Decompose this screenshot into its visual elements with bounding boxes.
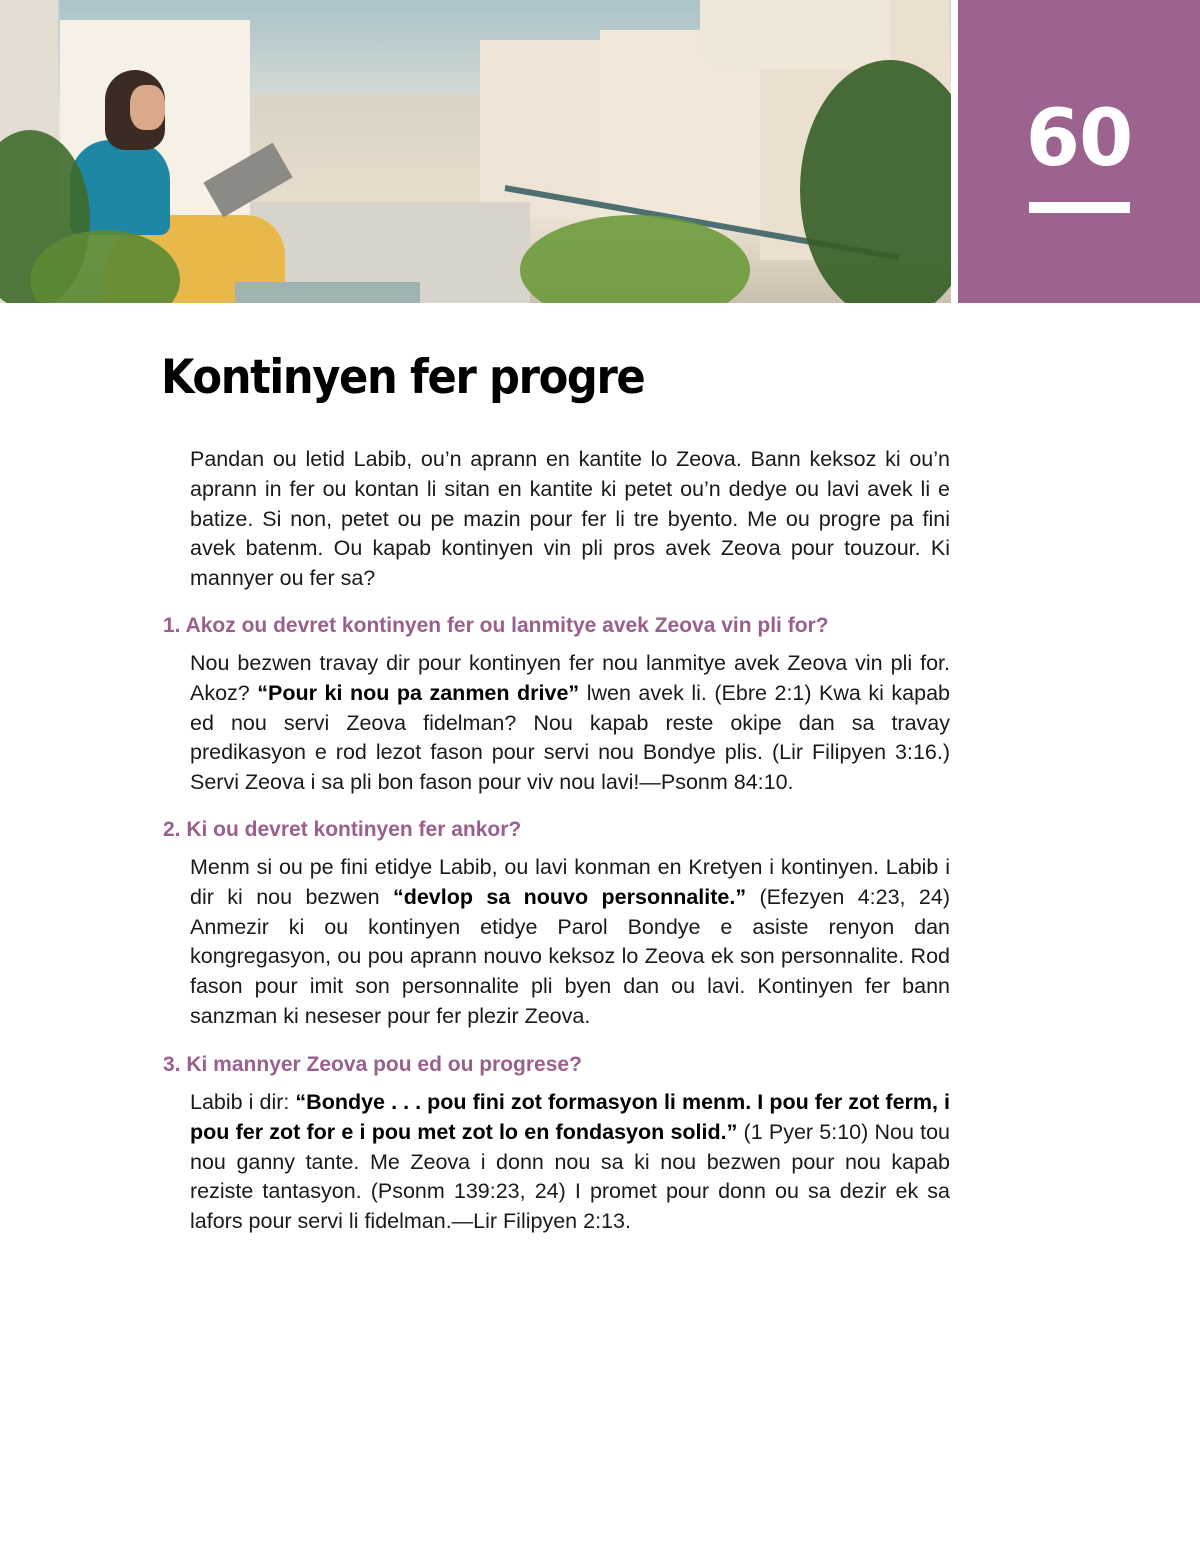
woman-face	[130, 85, 165, 130]
answer-3: Labib i dir: “Bondye . . . pou fini zot formasyon li menm. I pou fer zot ferm, i pou fer zot for e i pou met zot lo en fondasyon solid.” (1 Pyer 5:10) Nou tou nou ganny tante. Me Zeova i donn nou sa ki nou bezwen pour nou kapab reziste tantasyon. (Psonm 139:23, 24) I promet pour donn ou sa dezir ek sa lafors pour servi li fidelman.—Lir Filipyen 2:13.	[190, 1090, 951, 1234]
answer-2: Menm si ou pe fini etidye Labib, ou lavi konman en Kretyen i kontinyen. Labib i dir ki nou bezwen “devlop sa nouvo personnalite.” (Efezyen 4:23, 24) Anmezir ki ou kontinyen etidye Parol Bondye e asiste renyon dan kongregasyon, ou pou aprann nouvo keksoz lo Zeova ek son personnalite. Rod fason pour imit son personnalite pli byen dan ou lavi. Kontinyen fer bann sanzman ki neseser pour fer plezir Zeova.	[190, 855, 950, 1028]
side-table	[235, 282, 420, 303]
scripture-quote: “Bondye . . . pou fini zot formasyon li menm. I pou fer zot ferm, i pou fer zot for e i pou met zot lo en fondasyon solid.”	[190, 1090, 951, 1144]
awning	[700, 0, 890, 70]
building	[480, 40, 600, 210]
hero-photo	[0, 0, 951, 303]
lesson-number-badge	[958, 0, 1200, 303]
intro-paragraph: Pandan ou letid Labib, ou’n aprann en kantite lo Zeova. Bann keksoz ki ou’n aprann in fer ou kontan li sitan en kantite ki petet ou’n dedye ou lavi avek li e batize. Si non, petet ou pe mazin pour fer li tre byento. Me ou progre pa fini avek batenm. Ou kapab kontinyen vin pli pros avek Zeova pour touzour. Ki mannyer ou fer sa?	[190, 447, 950, 591]
page-title: Kontinyen fer progre	[161, 350, 645, 405]
answer-1: Nou bezwen travay dir pour kontinyen fer nou lanmitye avek Zeova vin pli for. Akoz? “Pour ki nou pa zanmen drive” lwen avek li. (Ebre 2:1) Kwa ki kapab ed nou servi Zeova fidelman? Nou kapab reste okipe dan sa travay predikasyon e rod lezot fason pour servi nou Bondye plis. (Lir Filipyen 3:16.) Servi Zeova i sa pli bon fason pour viv nou lavi!—Psonm 84:10.	[190, 651, 951, 795]
scripture-quote: “Pour ki nou pa zanmen drive”	[257, 680, 580, 705]
question-3: 3. Ki mannyer Zeova pou ed ou progrese?	[163, 1053, 582, 1076]
lesson-number-underline	[1029, 202, 1130, 213]
question-2: 2. Ki ou devret kontinyen fer ankor?	[163, 818, 522, 841]
scripture-quote: “devlop sa nouvo personnalite.”	[392, 884, 747, 909]
lesson-number: 60	[1025, 94, 1133, 184]
question-1: 1. Akoz ou devret kontinyen fer ou lanmitye avek Zeova vin pli for?	[163, 614, 829, 637]
city-skyline	[240, 95, 490, 205]
